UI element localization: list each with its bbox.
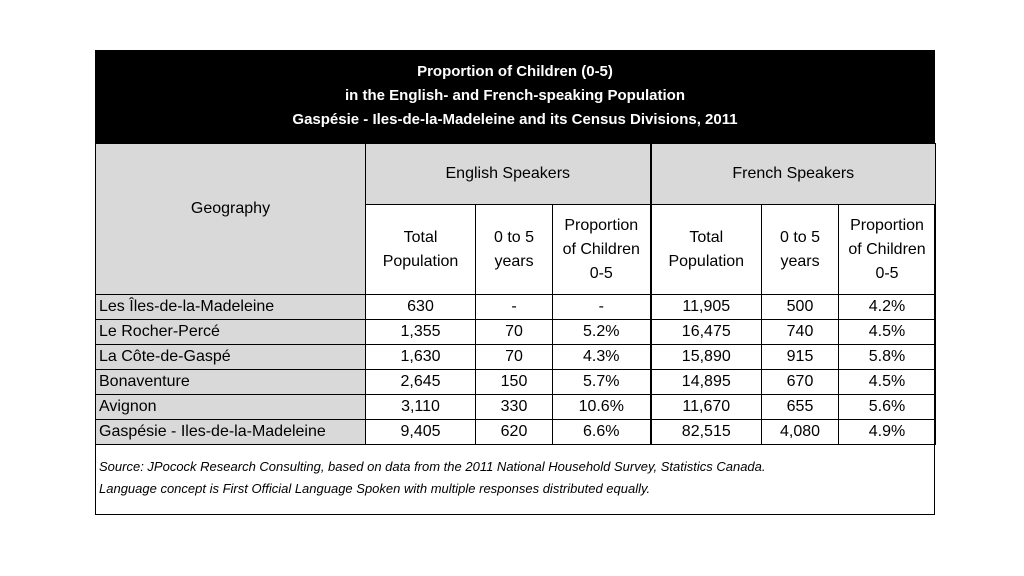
- cell-en-proportion: 5.7%: [553, 370, 651, 395]
- cell-fr-0-5: 915: [762, 345, 839, 370]
- table-row: [96, 395, 936, 420]
- table-title: [95, 50, 935, 143]
- cell-fr-total: 16,475: [651, 320, 762, 345]
- cell-en-total: 1,630: [366, 345, 476, 370]
- cell-en-proportion: 10.6%: [553, 395, 651, 420]
- cell-en-proportion: 4.3%: [553, 345, 651, 370]
- cell-fr-total: 14,895: [651, 370, 762, 395]
- table-row-total: [96, 420, 936, 445]
- cell-fr-0-5: 500: [762, 295, 839, 320]
- cell-en-total: 1,355: [366, 320, 476, 345]
- cell-en-total: 630: [366, 295, 476, 320]
- data-table: [95, 143, 936, 445]
- cell-fr-total: 15,890: [651, 345, 762, 370]
- cell-en-total: 9,405: [366, 420, 476, 445]
- table-row: [96, 320, 936, 345]
- row-geography: Le Rocher-Percé: [96, 320, 366, 345]
- fr-total-population-header: Total Population: [651, 205, 762, 295]
- cell-fr-proportion: 5.8%: [839, 345, 936, 370]
- fr-proportion-header: Proportion of Children 0-5: [839, 205, 936, 295]
- cell-en-0-5: 70: [476, 320, 553, 345]
- cell-en-proportion: 5.2%: [553, 320, 651, 345]
- row-geography: Bonaventure: [96, 370, 366, 395]
- en-proportion-header: Proportion of Children 0-5: [553, 205, 651, 295]
- cell-fr-total: 82,515: [651, 420, 762, 445]
- source-note: [99, 456, 929, 500]
- geography-header: Geography: [96, 144, 366, 295]
- cell-en-total: 3,110: [366, 395, 476, 420]
- row-geography: Avignon: [96, 395, 366, 420]
- row-geography: Les Îles-de-la-Madeleine: [96, 295, 366, 320]
- source-line-2: Language concept is First Official Language Spoken with multiple responses distributed equally.: [99, 481, 651, 496]
- cell-en-total: 2,645: [366, 370, 476, 395]
- cell-fr-0-5: 670: [762, 370, 839, 395]
- en-total-population-header: Total Population: [366, 205, 476, 295]
- cell-en-proportion: -: [553, 295, 651, 320]
- cell-en-0-5: -: [476, 295, 553, 320]
- english-speakers-header: English Speakers: [366, 144, 651, 205]
- cell-fr-0-5: 4,080: [762, 420, 839, 445]
- cell-en-0-5: 330: [476, 395, 553, 420]
- en-age-0-5-header: 0 to 5 years: [476, 205, 553, 295]
- cell-fr-total: 11,905: [651, 295, 762, 320]
- table-row: [96, 295, 936, 320]
- table-row: [96, 345, 936, 370]
- cell-en-0-5: 150: [476, 370, 553, 395]
- cell-fr-proportion: 4.9%: [839, 420, 936, 445]
- source-line-1: Source: JPocock Research Consulting, based on data from the 2011 National Household Survey, Statistics Canada.: [99, 459, 766, 474]
- cell-fr-0-5: 740: [762, 320, 839, 345]
- cell-en-proportion: 6.6%: [553, 420, 651, 445]
- cell-fr-proportion: 4.5%: [839, 370, 936, 395]
- cell-en-0-5: 620: [476, 420, 553, 445]
- title-line-3: Gaspésie - Iles-de-la-Madeleine and its Census Divisions, 2011: [292, 111, 738, 128]
- title-line-2: in the English- and French-speaking Population: [344, 87, 686, 104]
- table-row: [96, 370, 936, 395]
- cell-en-0-5: 70: [476, 345, 553, 370]
- fr-age-0-5-header: 0 to 5 years: [762, 205, 839, 295]
- row-geography: Gaspésie - Iles-de-la-Madeleine: [96, 420, 366, 445]
- french-speakers-header: French Speakers: [651, 144, 936, 205]
- cell-fr-total: 11,670: [651, 395, 762, 420]
- row-geography: La Côte-de-Gaspé: [96, 345, 366, 370]
- cell-fr-0-5: 655: [762, 395, 839, 420]
- title-line-1: Proportion of Children (0-5): [417, 63, 613, 80]
- cell-fr-proportion: 4.2%: [839, 295, 936, 320]
- cell-fr-proportion: 5.6%: [839, 395, 936, 420]
- cell-fr-proportion: 4.5%: [839, 320, 936, 345]
